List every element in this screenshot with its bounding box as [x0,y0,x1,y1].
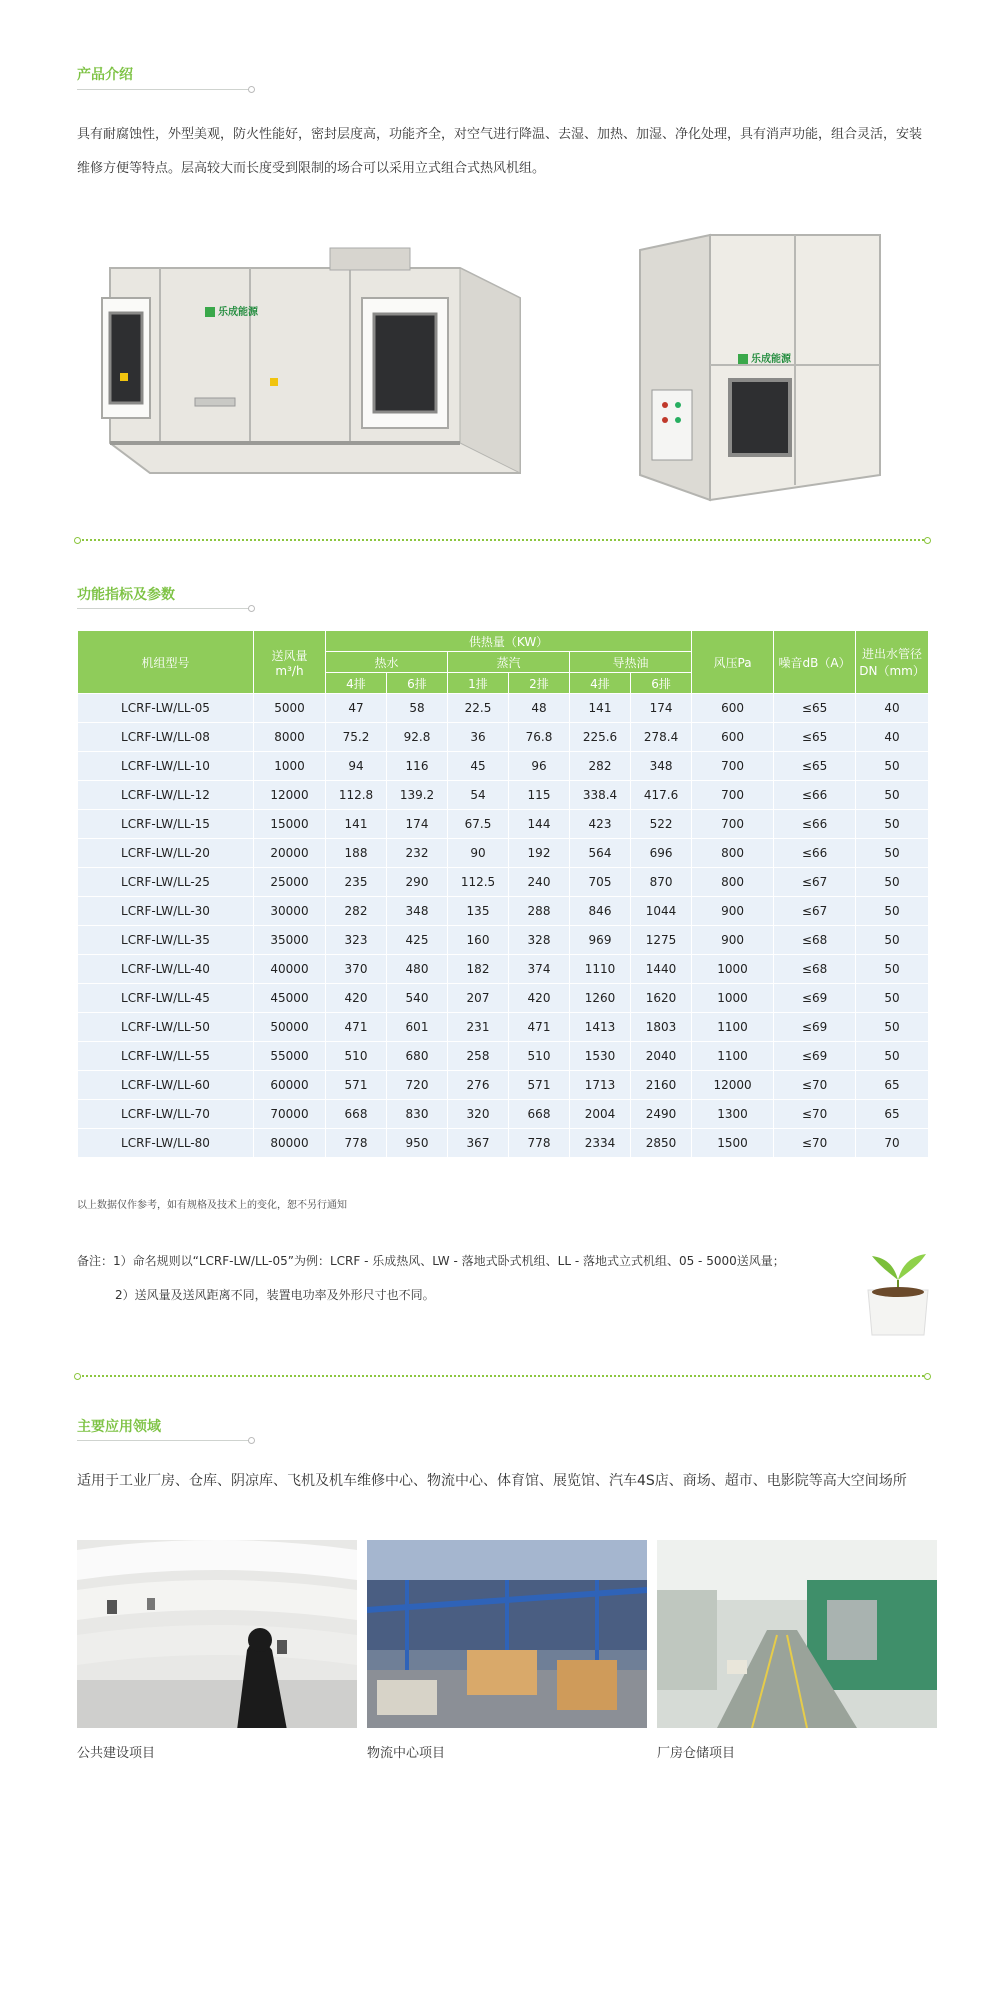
table-cell: 830 [387,1100,448,1129]
table-cell: 480 [387,955,448,984]
table-cell: 94 [326,752,387,781]
table-cell: 47 [326,694,387,723]
app-image-factory [657,1540,937,1728]
table-cell: 600 [692,694,774,723]
table-cell: 417.6 [631,781,692,810]
table-cell: 50 [856,926,929,955]
table-cell: ≤66 [774,810,856,839]
table-cell: 1413 [570,1013,631,1042]
app-caption-logistics: 物流中心项目 [367,1746,446,1761]
table-cell: 1044 [631,897,692,926]
table-cell: 70000 [254,1100,326,1129]
table-cell: 25000 [254,868,326,897]
apps-description: 适用于工业厂房、仓库、阴凉库、飞机及机车维修中心、物流中心、体育馆、展览馆、汽车4S店、商场、超市、电影院等高大空间场所 [77,1473,907,1489]
vertical-unit-logo-text: 乐成能源 [751,354,791,365]
table-cell: 225.6 [570,723,631,752]
table-cell: ≤67 [774,868,856,897]
table-cell: 1100 [692,1013,774,1042]
table-cell: 420 [326,984,387,1013]
table-cell: LCRF-LW/LL-50 [78,1013,254,1042]
table-cell: ≤70 [774,1071,856,1100]
header-pipe-unit: DN（mm） [859,664,925,678]
table-cell: 1300 [692,1100,774,1129]
table-row [78,897,929,926]
intro-title: 产品介绍 [77,67,133,83]
table-cell: 112.5 [448,868,509,897]
table-cell: 338.4 [570,781,631,810]
public-building-photo [77,1540,357,1728]
table-cell: 471 [326,1013,387,1042]
table-cell: 668 [326,1100,387,1129]
table-cell: 348 [631,752,692,781]
table-cell: 1100 [692,1042,774,1071]
table-cell: ≤69 [774,1042,856,1071]
table-cell: 40 [856,694,929,723]
spec-title: 功能指标及参数 [77,587,175,603]
table-cell: 290 [387,868,448,897]
table-cell: 282 [326,897,387,926]
table-cell: 348 [387,897,448,926]
spec-title-underline [77,608,249,609]
table-cell: 900 [692,926,774,955]
vertical-unit-logo [738,350,791,365]
table-row [78,1100,929,1129]
table-cell: 240 [509,868,570,897]
header-hot-water-4: 4排 [326,673,387,694]
section-divider [77,1375,928,1377]
table-cell: 870 [631,868,692,897]
table-cell: LCRF-LW/LL-30 [78,897,254,926]
table-cell: 2490 [631,1100,692,1129]
table-cell: 65 [856,1100,929,1129]
table-cell: 40000 [254,955,326,984]
table-cell: 58 [387,694,448,723]
table-cell: LCRF-LW/LL-08 [78,723,254,752]
table-cell: 50 [856,839,929,868]
table-cell: 174 [387,810,448,839]
table-cell: ≤67 [774,897,856,926]
header-pressure: 风压Pa [692,631,774,694]
table-cell: 370 [326,955,387,984]
table-cell: 1110 [570,955,631,984]
table-cell: 950 [387,1129,448,1158]
table-cell: 700 [692,752,774,781]
table-cell: 1500 [692,1129,774,1158]
apps-title: 主要应用领域 [77,1419,161,1435]
table-cell: 2040 [631,1042,692,1071]
table-cell: LCRF-LW/LL-45 [78,984,254,1013]
table-cell: LCRF-LW/LL-20 [78,839,254,868]
header-hot-water: 热水 [326,652,448,673]
table-cell: 420 [509,984,570,1013]
table-cell: 696 [631,839,692,868]
table-cell: 1000 [692,955,774,984]
table-cell: ≤70 [774,1100,856,1129]
table-cell: 207 [448,984,509,1013]
table-cell: 425 [387,926,448,955]
header-hot-water-6: 6排 [387,673,448,694]
table-cell: LCRF-LW/LL-12 [78,781,254,810]
table-cell: 1000 [692,984,774,1013]
table-cell: 1530 [570,1042,631,1071]
table-cell: 22.5 [448,694,509,723]
table-cell: 92.8 [387,723,448,752]
apps-title-underline [77,1440,249,1441]
table-cell: 76.8 [509,723,570,752]
table-cell: 20000 [254,839,326,868]
table-cell: 50 [856,897,929,926]
table-cell: 60000 [254,1071,326,1100]
table-cell: 700 [692,810,774,839]
table-cell: 192 [509,839,570,868]
table-cell: 141 [570,694,631,723]
table-cell: 182 [448,955,509,984]
table-cell: 510 [509,1042,570,1071]
table-cell: 1803 [631,1013,692,1042]
horizontal-unit-drawing [100,238,530,483]
table-cell: 668 [509,1100,570,1129]
table-row [78,694,929,723]
table-cell: 800 [692,839,774,868]
table-cell: 50 [856,984,929,1013]
table-cell: 846 [570,897,631,926]
table-cell: 367 [448,1129,509,1158]
app-caption-public: 公共建设项目 [77,1746,156,1761]
table-cell: 571 [509,1071,570,1100]
header-airflow-unit: m³/h [275,663,304,678]
table-cell: ≤69 [774,984,856,1013]
table-cell: 705 [570,868,631,897]
logistics-center-photo [367,1540,647,1728]
table-cell: ≤68 [774,926,856,955]
table-cell: 55000 [254,1042,326,1071]
table-cell: 50000 [254,1013,326,1042]
table-cell: LCRF-LW/LL-25 [78,868,254,897]
table-cell: 258 [448,1042,509,1071]
spec-footnote: 以上数据仅作参考，如有规格及技术上的变化，恕不另行通知 [77,1200,347,1211]
intro-text-line1: 具有耐腐蚀性，外型美观，防火性能好，密封层度高，功能齐全，对空气进行降温、去湿、加热、加湿、净化处理，具有消声功能，组合灵活，安装 [77,127,923,142]
header-pipe-label: 进出水管径 [862,647,923,661]
intro-text-line2: 维修方便等特点。层高较大而长度受到限制的场合可以采用立式组合式热风机组。 [77,161,546,176]
table-cell: 969 [570,926,631,955]
table-cell: 320 [448,1100,509,1129]
table-cell: 278.4 [631,723,692,752]
table-cell: LCRF-LW/LL-70 [78,1100,254,1129]
table-cell: 900 [692,897,774,926]
table-cell: 232 [387,839,448,868]
table-cell: 112.8 [326,781,387,810]
table-cell: LCRF-LW/LL-80 [78,1129,254,1158]
table-cell: LCRF-LW/LL-10 [78,752,254,781]
header-heat: 供热量（KW） [326,631,692,652]
header-oil-6: 6排 [631,673,692,694]
table-cell: 374 [509,955,570,984]
table-cell: 48 [509,694,570,723]
table-cell: 30000 [254,897,326,926]
table-cell: 510 [326,1042,387,1071]
table-cell: ≤65 [774,752,856,781]
factory-warehouse-photo [657,1540,937,1728]
table-cell: 778 [509,1129,570,1158]
table-cell: 67.5 [448,810,509,839]
table-cell: 1440 [631,955,692,984]
brand-logo-icon [205,307,215,317]
table-cell: 45 [448,752,509,781]
table-cell: 1713 [570,1071,631,1100]
table-cell: 700 [692,781,774,810]
app-caption-factory: 厂房仓储项目 [657,1746,736,1761]
table-cell: ≤70 [774,1129,856,1158]
table-cell: 328 [509,926,570,955]
header-airflow [254,631,326,694]
table-cell: 50 [856,868,929,897]
table-row [78,1042,929,1071]
table-cell: 139.2 [387,781,448,810]
table-row [78,1013,929,1042]
table-cell: 1275 [631,926,692,955]
table-cell: 50 [856,752,929,781]
table-cell: 2850 [631,1129,692,1158]
table-cell: 8000 [254,723,326,752]
table-cell: 50 [856,1042,929,1071]
table-cell: 115 [509,781,570,810]
table-cell: 12000 [692,1071,774,1100]
vertical-unit-drawing [630,230,890,510]
table-cell: 135 [448,897,509,926]
table-cell: 36 [448,723,509,752]
table-cell: 141 [326,810,387,839]
table-cell: 276 [448,1071,509,1100]
table-row [78,781,929,810]
brand-logo-icon [738,354,748,364]
table-cell: 96 [509,752,570,781]
table-row [78,752,929,781]
table-row [78,810,929,839]
table-cell: 50 [856,955,929,984]
table-cell: 90 [448,839,509,868]
table-row [78,1071,929,1100]
table-cell: 600 [692,723,774,752]
table-cell: ≤65 [774,723,856,752]
table-cell: 50 [856,1013,929,1042]
table-cell: 1000 [254,752,326,781]
table-cell: LCRF-LW/LL-60 [78,1071,254,1100]
table-cell: 70 [856,1129,929,1158]
remark-line2: 2）送风量及送风距离不同，装置电功率及外形尺寸也不同。 [115,1288,435,1302]
table-row [78,984,929,1013]
table-cell: 50 [856,810,929,839]
table-cell: 1260 [570,984,631,1013]
table-cell: 778 [326,1129,387,1158]
plant-pot-image [858,1240,938,1340]
table-cell: 800 [692,868,774,897]
table-cell: 540 [387,984,448,1013]
spec-table [77,630,929,1158]
remark-line1: 备注：1）命名规则以“LCRF-LW/LL-05”为例：LCRF - 乐成热风、LW - 落地式卧式机组、LL - 落地式立式机组、05 - 5000送风量； [77,1254,785,1268]
table-cell: LCRF-LW/LL-15 [78,810,254,839]
table-cell: 54 [448,781,509,810]
table-cell: 720 [387,1071,448,1100]
header-steam: 蒸汽 [448,652,570,673]
table-cell: 45000 [254,984,326,1013]
header-pipe [856,631,929,694]
horizontal-unit-logo [205,303,258,318]
table-cell: 231 [448,1013,509,1042]
header-noise: 噪音dB（A） [774,631,856,694]
table-cell: ≤68 [774,955,856,984]
table-cell: 50 [856,781,929,810]
table-cell: 2004 [570,1100,631,1129]
table-cell: 12000 [254,781,326,810]
table-cell: 1620 [631,984,692,1013]
table-cell: 15000 [254,810,326,839]
table-cell: 144 [509,810,570,839]
table-row [78,723,929,752]
header-model: 机组型号 [78,631,254,694]
spec-table-body [78,694,929,1158]
table-cell: ≤66 [774,781,856,810]
header-oil-4: 4排 [570,673,631,694]
header-steam-2: 2排 [509,673,570,694]
table-cell: 571 [326,1071,387,1100]
table-cell: 188 [326,839,387,868]
header-airflow-label: 送风量 [271,648,308,663]
table-row [78,1129,929,1158]
table-cell: 2334 [570,1129,631,1158]
app-image-logistics [367,1540,647,1728]
table-cell: LCRF-LW/LL-55 [78,1042,254,1071]
table-cell: 323 [326,926,387,955]
header-oil: 导热油 [570,652,692,673]
table-cell: ≤66 [774,839,856,868]
table-cell: 80000 [254,1129,326,1158]
table-cell: 680 [387,1042,448,1071]
table-row [78,955,929,984]
table-cell: 564 [570,839,631,868]
table-cell: 5000 [254,694,326,723]
table-cell: LCRF-LW/LL-35 [78,926,254,955]
table-cell: 75.2 [326,723,387,752]
table-cell: 235 [326,868,387,897]
table-cell: 522 [631,810,692,839]
table-cell: ≤65 [774,694,856,723]
section-divider [77,539,928,541]
table-cell: ≤69 [774,1013,856,1042]
intro-text [77,118,937,186]
table-cell: 601 [387,1013,448,1042]
table-cell: 2160 [631,1071,692,1100]
intro-title-underline [77,89,249,90]
table-row [78,868,929,897]
horizontal-unit-logo-text: 乐成能源 [218,307,258,318]
table-cell: 160 [448,926,509,955]
table-cell: 288 [509,897,570,926]
table-row [78,926,929,955]
table-cell: 282 [570,752,631,781]
app-image-public [77,1540,357,1728]
table-cell: 471 [509,1013,570,1042]
header-steam-1: 1排 [448,673,509,694]
table-cell: 65 [856,1071,929,1100]
table-cell: 40 [856,723,929,752]
table-cell: 423 [570,810,631,839]
table-row [78,839,929,868]
table-cell: 35000 [254,926,326,955]
table-cell: LCRF-LW/LL-05 [78,694,254,723]
table-cell: LCRF-LW/LL-40 [78,955,254,984]
table-cell: 116 [387,752,448,781]
table-cell: 174 [631,694,692,723]
